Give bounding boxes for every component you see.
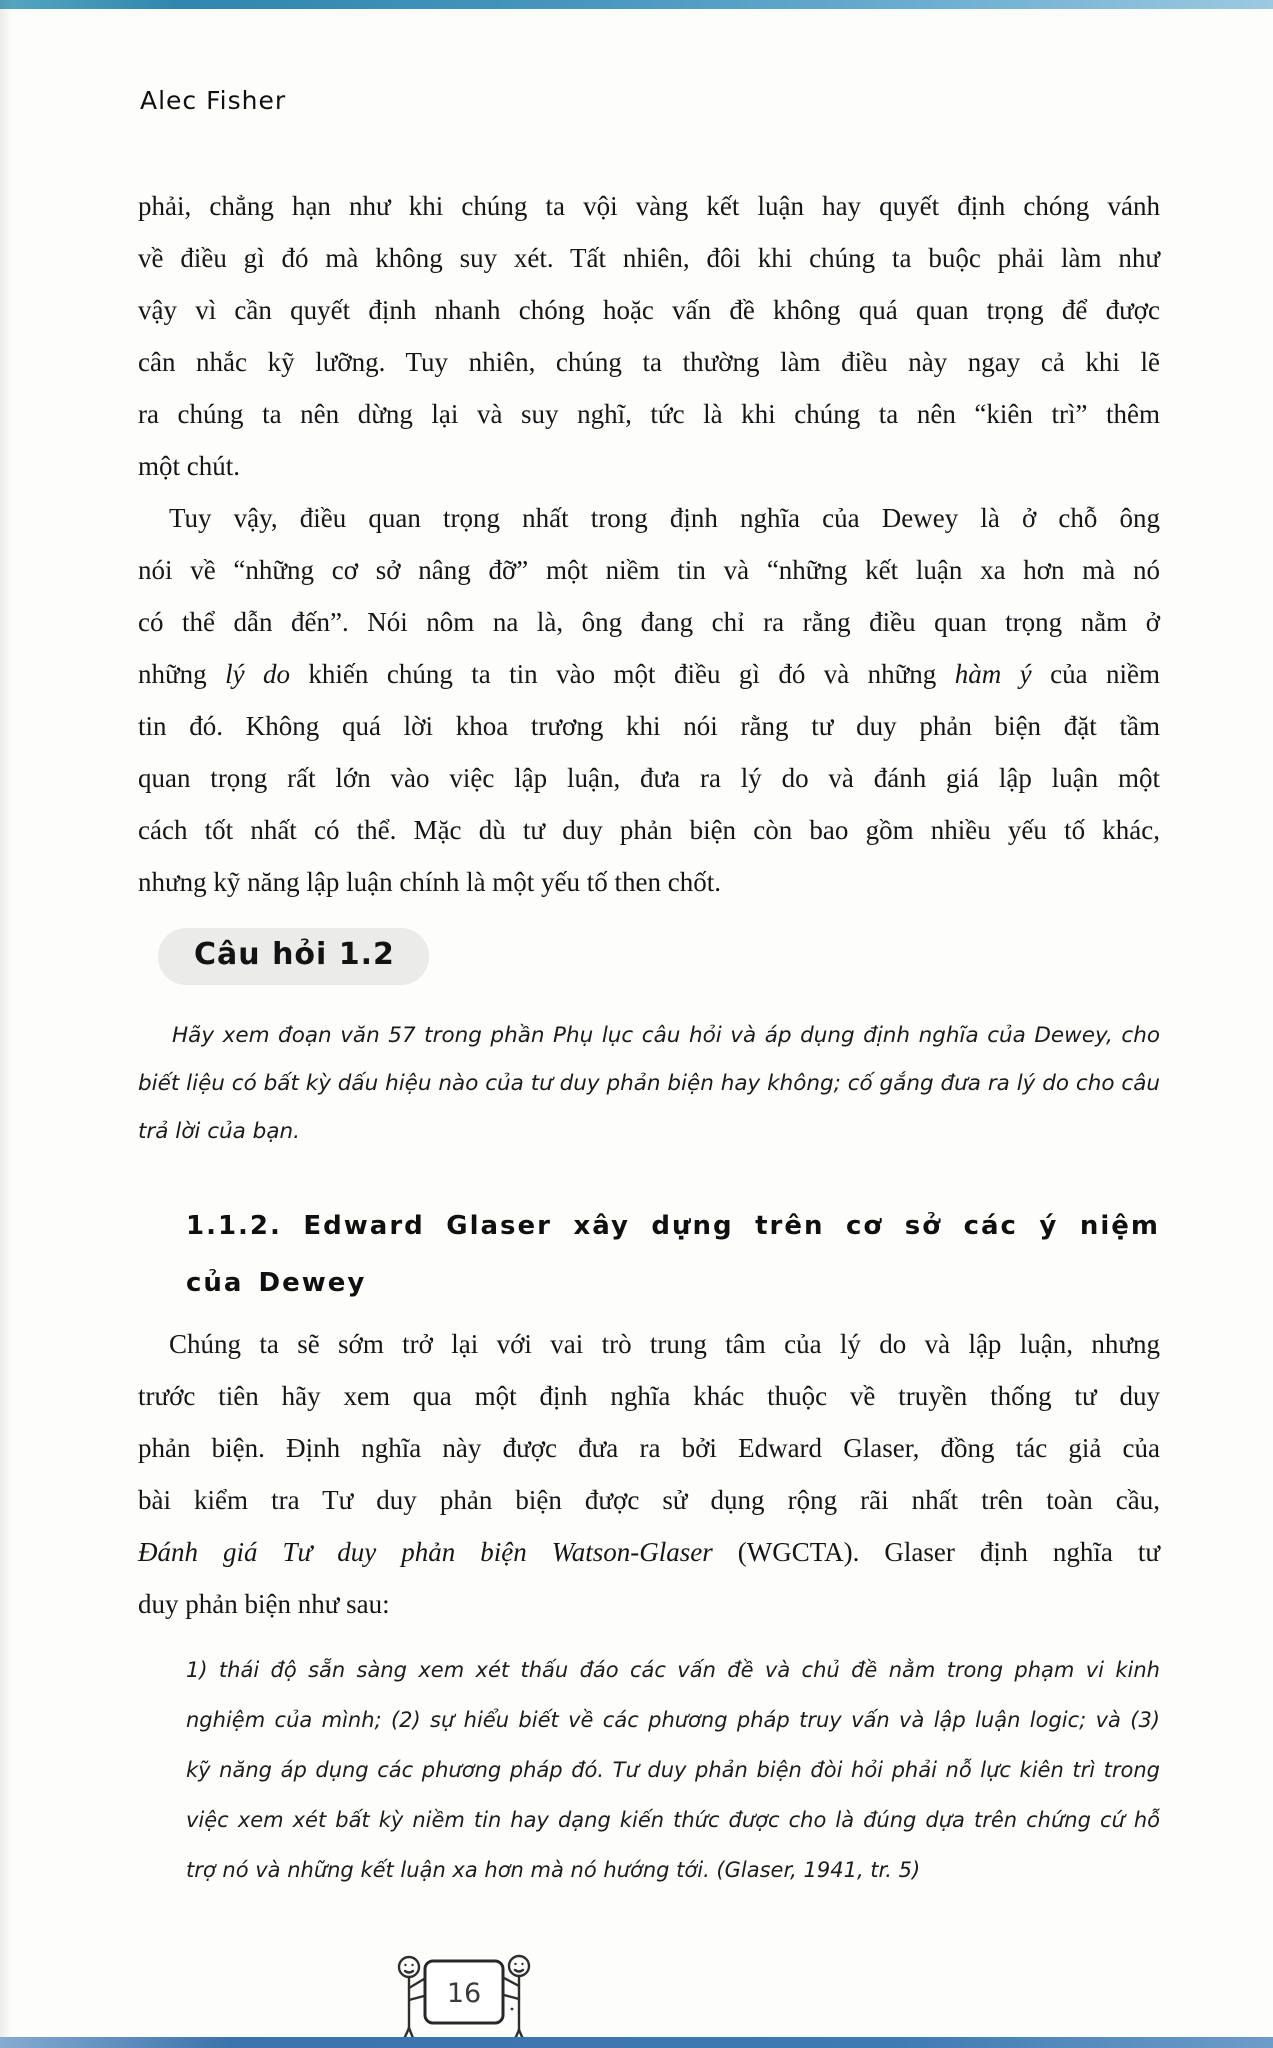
question-text <box>138 1012 1160 1156</box>
quote-line: kỹ năng áp dụng các phương pháp đó. Tư duy phản biện đòi hỏi phải nỗ lực kiên trì trong <box>186 1758 1160 1782</box>
text-line: nói về “những cơ sở nâng đỡ” một niềm tin và “những kết luận xa hơn mà nó <box>138 555 1160 585</box>
stick-figure-right-icon <box>504 1956 529 2048</box>
text-line <box>138 1526 1160 1578</box>
section-heading <box>186 1198 1160 1312</box>
text-line: ra chúng ta nên dừng lại và suy nghĩ, tức là khi chúng ta nên “kiên trì” thêm <box>138 399 1160 429</box>
text-line: tin đó. Không quá lời khoa trương khi nói rằng tư duy phản biện đặt tầm <box>138 711 1160 741</box>
text-line: vậy vì cần quyết định nhanh chóng hoặc vấn đề không quá quan trọng để được <box>138 295 1160 325</box>
text-segment: những <box>138 659 226 689</box>
text-line: duy phản biện như sau: <box>138 1589 390 1619</box>
quote-line: việc xem xét bất kỳ niềm tin hay dạng kiến thức được cho là đúng dựa trên chứng cứ hỗ <box>186 1808 1160 1832</box>
text-line: trước tiên hãy xem qua một định nghĩa khác thuộc về truyền thống tư duy <box>138 1381 1160 1411</box>
text-line: về điều gì đó mà không suy xét. Tất nhiên, đôi khi chúng ta buộc phải làm như <box>138 243 1160 273</box>
text-line: Tuy vậy, điều quan trọng nhất trong định nghĩa của Dewey là ở chỗ ông <box>169 503 1160 533</box>
stick-figure-left-icon <box>399 1957 424 2048</box>
text-line <box>138 648 1160 700</box>
page-number: 16 <box>446 1978 482 2009</box>
italic-text-segment: hàm ý <box>954 659 1032 689</box>
quote-line: nghiệm của mình; (2) sự hiểu biết về các phương pháp truy vấn và lập luận logic; và (3) <box>186 1708 1160 1732</box>
left-edge-shading <box>0 0 12 2048</box>
question-text-line: biết liệu có bất kỳ dấu hiệu nào của tư duy phản biện hay không; cố gắng đưa ra lý do cho câu <box>138 1071 1160 1096</box>
text-line: phản biện. Định nghĩa này được đưa ra bởi Edward Glaser, đồng tác giả của <box>138 1433 1160 1463</box>
quote-line: trợ nó và những kết luận xa hơn mà nó hướng tới. (Glaser, 1941, tr. 5) <box>186 1858 921 1882</box>
text-line: bài kiểm tra Tư duy phản biện được sử dụng rộng rãi nhất trên toàn cầu, <box>138 1485 1160 1515</box>
text-segment: khiến chúng ta tin vào một điều gì đó và những <box>290 659 955 689</box>
question-text-line: Hãy xem đoạn văn 57 trong phần Phụ lục câu hỏi và áp dụng định nghĩa của Dewey, cho <box>172 1023 1160 1048</box>
text-line: phải, chẳng hạn như khi chúng ta vội vàng kết luận hay quyết định chóng vánh <box>138 191 1160 221</box>
body-paragraph-3 <box>138 1318 1160 1630</box>
text-line: nhưng kỹ năng lập luận chính là một yếu tố then chốt. <box>138 867 722 897</box>
text-line: có thể dẫn đến”. Nói nôm na là, ông đang chỉ ra rằng điều quan trọng nằm ở <box>138 607 1160 637</box>
text-line: cân nhắc kỹ lưỡng. Tuy nhiên, chúng ta thường làm điều này ngay cả khi lẽ <box>138 347 1160 377</box>
body-paragraph-1 <box>138 180 1160 492</box>
page-footer-illustration <box>388 1952 558 2048</box>
question-callout-label: Câu hỏi 1.2 <box>158 928 429 985</box>
text-line: một chút. <box>138 451 240 481</box>
text-segment: (WGCTA). Glaser định nghĩa tư <box>712 1537 1160 1567</box>
question-text-line: trả lời của bạn. <box>138 1119 300 1144</box>
italic-text-segment: Đánh giá Tư duy phản biện Watson-Glaser <box>138 1537 713 1567</box>
section-heading-line: 1.1.2. Edward Glaser xây dựng trên cơ sở các ý niệm <box>186 1211 1160 1241</box>
text-segment: của niềm <box>1031 659 1160 689</box>
section-heading-line: của Dewey <box>186 1268 367 1298</box>
bottom-edge-decoration <box>0 2037 1273 2048</box>
quote-line: 1) thái độ sẵn sàng xem xét thấu đáo các vấn đề và chủ đề nằm trong phạm vi kinh <box>186 1658 1160 1682</box>
page-number-sign <box>425 1961 503 2023</box>
top-edge-decoration <box>0 0 1273 9</box>
body-paragraph-2 <box>138 492 1160 908</box>
author-header: Alec Fisher <box>140 86 287 115</box>
text-line: Chúng ta sẽ sớm trở lại với vai trò trung tâm của lý do và lập luận, nhưng <box>169 1329 1160 1359</box>
text-line: quan trọng rất lớn vào việc lập luận, đưa ra lý do và đánh giá lập luận một <box>138 763 1160 793</box>
text-line: cách tốt nhất có thể. Mặc dù tư duy phản biện còn bao gồm nhiều yếu tố khác, <box>138 815 1160 845</box>
italic-text-segment: lý do <box>225 659 290 689</box>
glaser-quote <box>186 1645 1160 1895</box>
